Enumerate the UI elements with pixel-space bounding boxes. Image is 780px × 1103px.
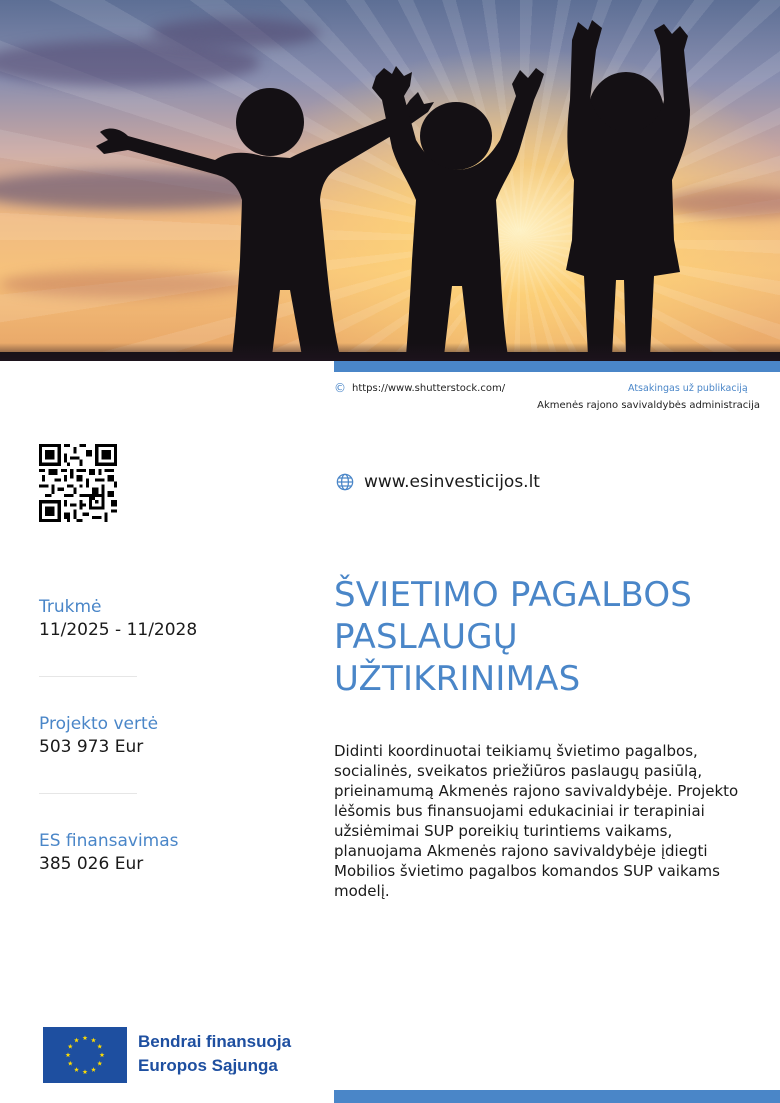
ground — [0, 343, 780, 361]
eu-cofunded-text — [138, 1030, 291, 1078]
divider — [39, 793, 137, 794]
globe-icon — [336, 473, 354, 491]
eu-line-1: Bendrai finansuoja — [138, 1032, 292, 1051]
eu-funding-value: 385 026 Eur — [39, 854, 144, 874]
duration-value: 11/2025 - 11/2028 — [39, 620, 198, 640]
eu-line-2: Europos Sąjunga — [138, 1056, 278, 1075]
accent-bar-bottom — [334, 1090, 780, 1103]
eu-flag-icon — [43, 1027, 127, 1083]
duration-label: Trukmė — [39, 597, 102, 617]
responsible-label: Atsakingas už publikaciją — [628, 383, 748, 394]
project-title: ŠVIETIMO PAGALBOS PASLAUGŲ UŽTIKRINIMAS — [334, 575, 693, 699]
responsible-organization: Akmenės rajono savivaldybės administracija — [537, 400, 760, 411]
copyright-icon: © — [334, 381, 346, 395]
eu-funding-label: ES finansavimas — [39, 831, 179, 851]
project-value-label: Projekto vertė — [39, 714, 159, 734]
website-link[interactable] — [336, 472, 540, 492]
hero-image — [0, 0, 780, 361]
website-url[interactable]: www.esinvesticijos.lt — [364, 472, 540, 492]
accent-bar-top — [334, 361, 780, 372]
project-value-value: 503 973 Eur — [39, 737, 144, 757]
credit-url[interactable]: https://www.shutterstock.com/ — [352, 382, 506, 394]
project-description: Didinti koordinuotai teikiamų švietimo pagalbos, socialinės, sveikatos priežiūros paslaugų pasiūlą, prieinamumą Akmenės rajono savivaldybėje. Projekto lėšomis bus finansuojami edukaciniai ir terapiniai užsiėmimai SUP poreikių turintiems vaikams, planuojama Akmenės rajono savivaldybėje įdiegti Mobilios švietimo pagalbos komandos SUP vaikams modelį. — [334, 742, 739, 900]
qr-code[interactable] — [39, 444, 117, 522]
children-silhouettes — [0, 0, 780, 361]
image-credit — [334, 381, 505, 395]
divider — [39, 676, 137, 677]
